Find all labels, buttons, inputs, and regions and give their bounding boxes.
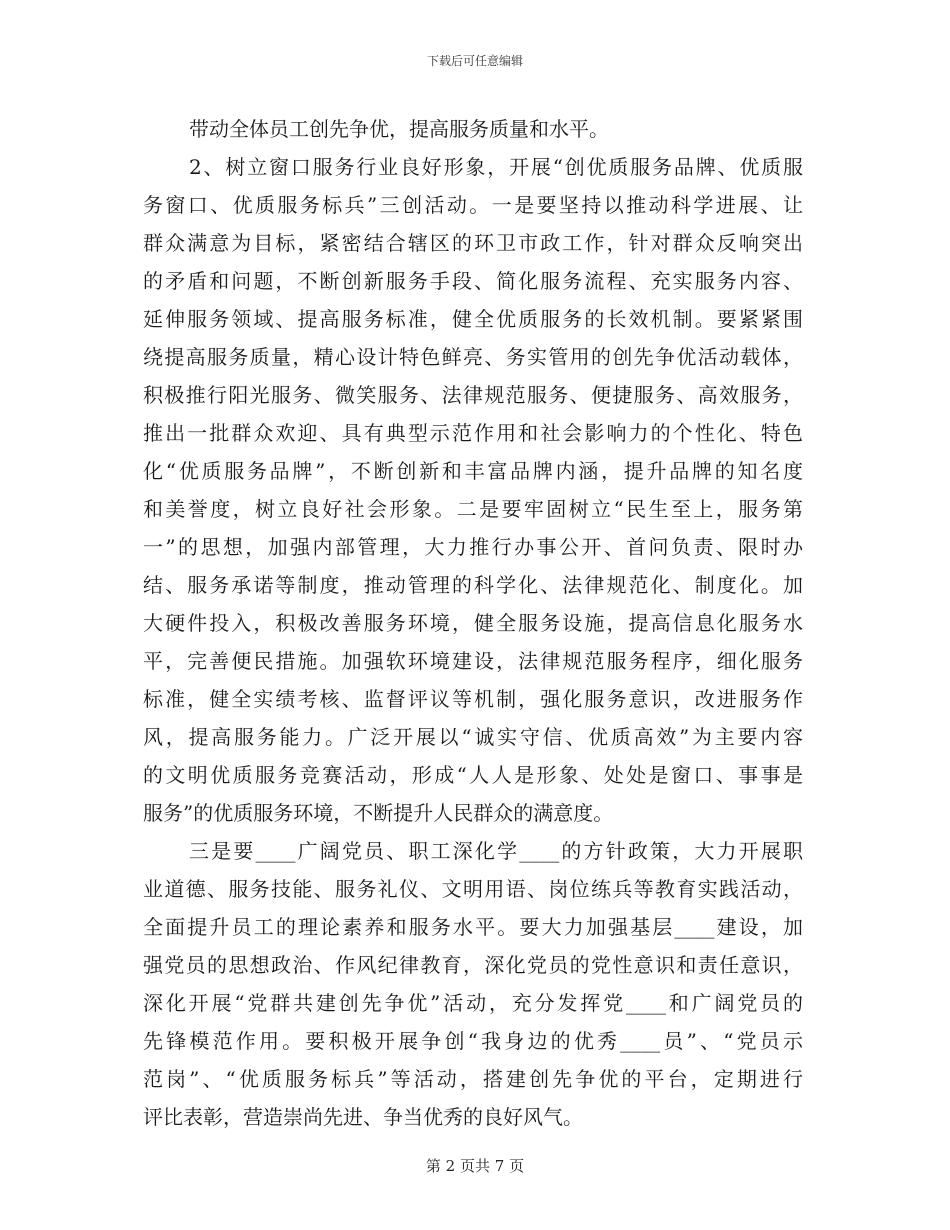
body-line: 一”的思想，加强内部管理，大力推行办事公开、首问负责、限时办 — [143, 535, 803, 559]
page-header: 下载后可任意编辑 — [426, 54, 523, 68]
body-line: 群众满意为目标，紧密结合辖区的环卫市政工作，针对群众反响突出 — [143, 231, 803, 255]
body-line: 2、树立窗口服务行业良好形象，开展“创优质服务品牌、优质服 — [189, 155, 803, 179]
body-line: 结、服务承诺等制度，推动管理的科学化、法律规范化、制度化。加 — [143, 573, 803, 597]
body-line: 推出一批群众欢迎、具有典型示范作用和社会影响力的个性化、特色 — [143, 421, 803, 445]
document-body — [143, 110, 803, 1136]
body-line: 化“优质服务品牌”，不断创新和丰富品牌内涵，提升品牌的知名度 — [143, 459, 803, 483]
body-line: 务窗口、优质服务标兵”三创活动。一是要坚持以推动科学进展、让 — [143, 193, 803, 217]
body-line: 带动全体员工创先争优，提高服务质量和水平。 — [189, 117, 609, 141]
body-line: 全面提升员工的理论素养和服务水平。要大力加强基层____建设，加 — [143, 915, 803, 939]
body-line: 的矛盾和问题，不断创新服务手段、简化服务流程、充实服务内容、 — [143, 269, 803, 293]
page-footer: 第 2 页共 7 页 — [425, 1157, 525, 1175]
body-line: 服务”的优质服务环境，不断提升人民群众的满意度。 — [143, 801, 614, 825]
body-line: 范岗”、“优质服务标兵”等活动，搭建创先争优的平台，定期进行 — [143, 1067, 803, 1091]
body-line: 强党员的思想政治、作风纪律教育，深化党员的党性意识和责任意识， — [143, 953, 803, 977]
body-line: 业道德、服务技能、服务礼仪、文明用语、岗位练兵等教育实践活动， — [143, 877, 803, 901]
body-line: 三是要____广阔党员、职工深化学____的方针政策，大力开展职 — [189, 839, 803, 863]
body-line: 绕提高服务质量，精心设计特色鲜亮、务实管用的创先争优活动载体， — [143, 345, 803, 369]
body-line: 积极推行阳光服务、微笑服务、法律规范服务、便捷服务、高效服务， — [143, 383, 803, 407]
body-line: 平，完善便民措施。加强软环境建设，法律规范服务程序，细化服务 — [143, 649, 803, 673]
body-line: 风，提高服务能力。广泛开展以“诚实守信、优质高效”为主要内容 — [143, 725, 803, 749]
body-line: 深化开展“党群共建创先争优”活动，充分发挥党____和广阔党员的 — [143, 991, 803, 1015]
body-line: 延伸服务领域、提高服务标准，健全优质服务的长效机制。要紧紧围 — [143, 307, 803, 331]
body-line: 和美誉度，树立良好社会形象。二是要牢固树立“民生至上，服务第 — [143, 497, 803, 521]
body-line: 大硬件投入，积极改善服务环境，健全服务设施，提高信息化服务水 — [143, 611, 803, 635]
body-line: 先锋模范作用。要积极开展争创“我身边的优秀____员”、“党员示 — [143, 1029, 803, 1053]
body-line: 评比表彰，营造崇尚先进、争当优秀的良好风气。 — [143, 1105, 583, 1129]
body-line: 标准，健全实绩考核、监督评议等机制，强化服务意识，改进服务作 — [143, 687, 803, 711]
body-line: 的文明优质服务竞赛活动，形成“人人是形象、处处是窗口、事事是 — [143, 763, 803, 787]
